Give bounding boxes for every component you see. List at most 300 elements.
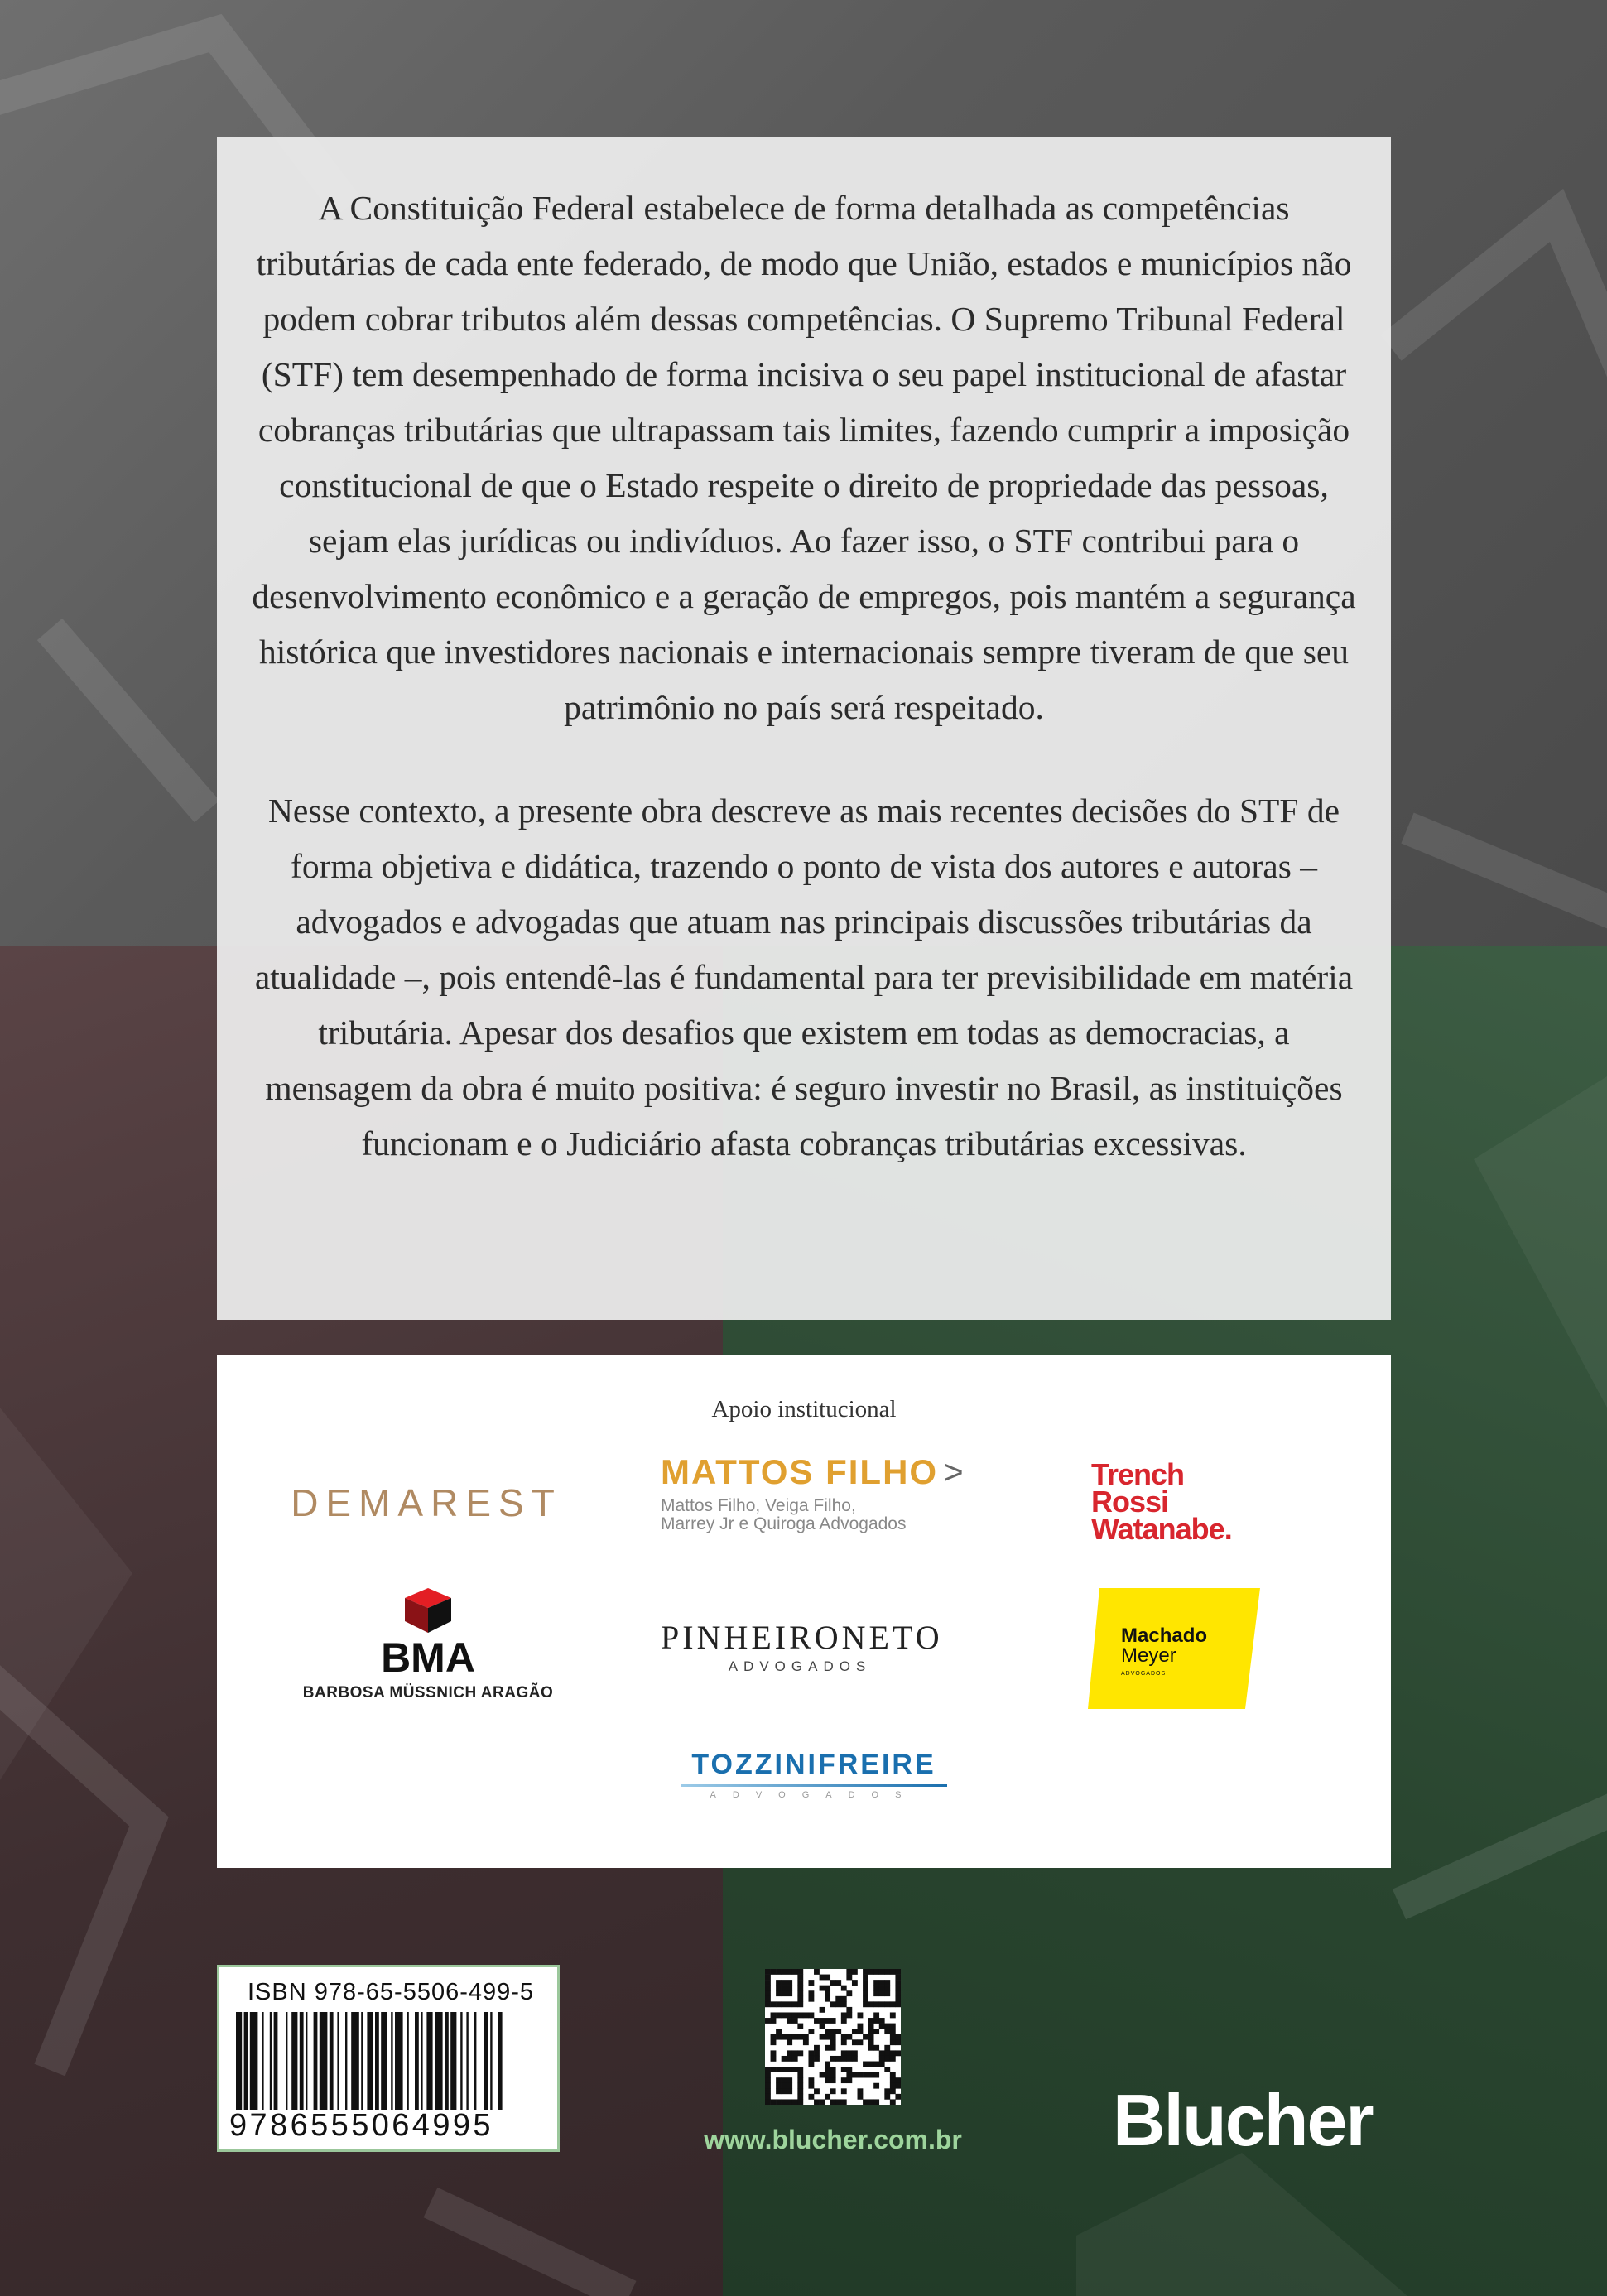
qr-module [825, 2062, 830, 2067]
qr-code [765, 1969, 901, 2105]
qr-finder-module [884, 1990, 890, 1996]
qr-module [830, 1980, 836, 1986]
barcode-bar [244, 2012, 248, 2110]
qr-module [863, 2072, 868, 2078]
qr-finder-module [776, 2088, 782, 2094]
barcode-bar [395, 2012, 403, 2110]
mattos-filho-subtitle [661, 1497, 992, 1533]
qr-module [841, 2034, 847, 2040]
qr-module [771, 2056, 777, 2062]
qr-module [895, 2039, 901, 2045]
qr-finder-module [797, 1980, 803, 1986]
qr-module [830, 2056, 836, 2062]
qr-module [825, 2094, 830, 2100]
qr-module [765, 2018, 771, 2024]
qr-finder-module [776, 1986, 782, 1991]
description-paragraph-1: A Constituição Federal estabelece de forma detalhada as competências tributárias de cada ente federado, de modo que União, estados e municípios não podem cobrar tributos além dessas competências. O Supremo Tribunal Federal (STF) tem desempenhado de forma incisiva o seu papel institucional de afastar cobranças tributárias que ultrapassam tais limites, fazendo cumprir a imposição constitucional de que o Estado respeite o direito de propriedade das pessoas, sejam elas jurídicas ou indivíduos. Ao fazer isso, o STF contribui para o desenvolvimento econômico e a geração de empregos, pois mantém a segurança histórica que investidores nacionais e internacionais sempre tiveram de que seu patrimônio no país será respeitado. [252, 189, 1356, 726]
qr-module [825, 1990, 830, 1996]
qr-module [846, 2056, 852, 2062]
barcode-bar [426, 2012, 432, 2110]
qr-module [787, 2050, 792, 2056]
qr-module [858, 2088, 864, 2094]
qr-module [820, 1986, 825, 1991]
qr-module [868, 2024, 874, 2029]
qr-module [890, 2072, 896, 2078]
qr-module [890, 2039, 896, 2045]
barcode-bar [320, 2012, 328, 2110]
trench-line-1: Trench [1091, 1457, 1185, 1491]
qr-finder-module [797, 1969, 803, 1975]
qr-module [868, 2029, 874, 2034]
qr-module [846, 2067, 852, 2072]
qr-module [830, 2034, 836, 2040]
qr-module [852, 2050, 858, 2056]
qr-finder-module [797, 2072, 803, 2078]
barcode-bar [291, 2012, 297, 2110]
qr-finder-module [782, 1980, 787, 1986]
qr-module [846, 1990, 852, 1996]
qr-module [820, 2024, 825, 2029]
qr-module [846, 2072, 852, 2078]
qr-finder-module [797, 2077, 803, 2083]
isbn-barcode [217, 1965, 560, 2152]
qr-module [835, 2029, 841, 2034]
qr-module [808, 2029, 814, 2034]
sponsors-title: Apoio institucional [711, 1396, 897, 1422]
pinheiro-neto-logo [661, 1618, 943, 1675]
qr-finder-module [797, 1990, 803, 1996]
barcode-bar [375, 2012, 379, 2110]
barcode-bar [367, 2012, 373, 2110]
qr-module [808, 1980, 814, 1986]
qr-module [787, 2034, 792, 2040]
qr-finder-module [782, 1969, 787, 1975]
qr-module [820, 2072, 825, 2078]
qr-module [841, 2050, 847, 2056]
qr-module [873, 2045, 879, 2051]
trench-line-3: Watanabe. [1091, 1512, 1232, 1546]
barcode-bar [484, 2012, 488, 2110]
qr-module [814, 2018, 820, 2024]
qr-finder-module [776, 2083, 782, 2089]
qr-finder-module [792, 1969, 798, 1975]
qr-module [841, 2088, 847, 2094]
qr-module [771, 2012, 777, 2018]
qr-module [825, 2072, 830, 2078]
qr-finder-module [797, 1996, 803, 2002]
qr-module [820, 2034, 825, 2040]
qr-module [863, 2034, 868, 2040]
qr-finder-module [765, 2072, 771, 2078]
qr-module [873, 2029, 879, 2034]
qr-module [771, 2034, 777, 2040]
qr-module [776, 2034, 782, 2040]
qr-finder-module [797, 1975, 803, 1981]
qr-module [873, 2099, 879, 2105]
qr-module [873, 2018, 879, 2024]
tozzini-freire-logo [677, 1749, 950, 1800]
qr-module [814, 2050, 820, 2056]
barcode-bar [381, 2012, 387, 2110]
qr-finder-module [776, 2001, 782, 2007]
qr-finder-module [765, 1980, 771, 1986]
qr-module [873, 2062, 879, 2067]
qr-finder-module [765, 2099, 771, 2105]
qr-module [808, 2077, 814, 2083]
qr-module [808, 2062, 814, 2067]
bma-name: BMA [381, 1634, 475, 1681]
qr-module [797, 2034, 803, 2040]
qr-module [895, 2050, 901, 2056]
machado-meyer-logo [1088, 1588, 1260, 1709]
qr-finder-module [863, 2001, 868, 2007]
qr-finder-module [771, 2099, 777, 2105]
qr-module [792, 2050, 798, 2056]
qr-finder-module [873, 2001, 879, 2007]
qr-module [808, 1996, 814, 2002]
barcode-bar [330, 2012, 334, 2110]
qr-finder-module [765, 2001, 771, 2007]
qr-module [825, 2067, 830, 2072]
machado-meyer-line-2: Meyer [1121, 1644, 1176, 1667]
qr-finder-module [873, 1986, 879, 1991]
barcode-bars [236, 2012, 541, 2110]
barcode-bar [337, 2012, 339, 2110]
qr-finder-module [771, 2067, 777, 2072]
qr-module [841, 2099, 847, 2105]
qr-module [830, 2029, 836, 2034]
qr-module [841, 2039, 847, 2045]
qr-finder-module [776, 1969, 782, 1975]
qr-finder-module [787, 2088, 792, 2094]
qr-module [884, 2029, 890, 2034]
qr-module [820, 2007, 825, 2013]
qr-finder-module [895, 1990, 901, 1996]
qr-module [841, 2056, 847, 2062]
barcode-bar [286, 2012, 287, 2110]
trench-rossi-watanabe-logo [1091, 1457, 1232, 1546]
qr-module [792, 2056, 798, 2062]
qr-finder-module [792, 2067, 798, 2072]
qr-module [792, 2012, 798, 2018]
qr-module [814, 2099, 820, 2105]
isbn-label: ISBN 978-65-5506-499-5 [248, 1979, 535, 2005]
qr-finder-module [787, 1986, 792, 1991]
qr-module [841, 2012, 847, 2018]
qr-module [797, 2012, 803, 2018]
qr-module [846, 2050, 852, 2056]
qr-module [841, 2067, 847, 2072]
qr-finder-module [782, 2067, 787, 2072]
qr-finder-module [879, 1986, 885, 1991]
qr-finder-module [890, 1969, 896, 1975]
qr-module [787, 2039, 792, 2045]
qr-finder-module [879, 1990, 885, 1996]
qr-module [890, 2099, 896, 2105]
qr-finder-module [787, 1969, 792, 1975]
qr-module [890, 2088, 896, 2094]
qr-module [814, 2088, 820, 2094]
qr-finder-module [879, 1969, 885, 1975]
qr-module [879, 2056, 885, 2062]
qr-finder-module [868, 1969, 874, 1975]
qr-module [873, 2072, 879, 2078]
qr-finder-module [895, 1975, 901, 1981]
qr-module [895, 2034, 901, 2040]
qr-finder-module [884, 1986, 890, 1991]
pinheiro-neto-name: PINHEIRONETO [661, 1619, 943, 1656]
mattos-filho-name-row [661, 1452, 992, 1492]
qr-finder-module [879, 2001, 885, 2007]
qr-finder-module [765, 2088, 771, 2094]
qr-finder-module [797, 2094, 803, 2100]
qr-module [830, 2099, 836, 2105]
barcode-bar [474, 2012, 476, 2110]
qr-finder-module [797, 2099, 803, 2105]
bma-cube-icon [403, 1588, 453, 1633]
barcode-bar [250, 2012, 258, 2110]
qr-module [776, 2012, 782, 2018]
qr-module [884, 2056, 890, 2062]
qr-finder-module [863, 1990, 868, 1996]
qr-module [846, 1969, 852, 1975]
qr-finder-module [771, 1969, 777, 1975]
barcode-bar [445, 2012, 449, 2110]
qr-module [835, 2056, 841, 2062]
qr-finder-module [765, 1969, 771, 1975]
barcode-bar [351, 2012, 359, 2110]
qr-finder-module [787, 2067, 792, 2072]
qr-module [782, 2056, 787, 2062]
qr-module [830, 2072, 836, 2078]
qr-module [890, 2024, 896, 2029]
qr-module [868, 2034, 874, 2040]
barcode-bar [274, 2012, 278, 2110]
qr-finder-module [895, 2001, 901, 2007]
qr-finder-module [863, 1975, 868, 1981]
qr-module [835, 2001, 841, 2007]
qr-finder-module [863, 1980, 868, 1986]
qr-finder-module [884, 1980, 890, 1986]
qr-module [890, 2012, 896, 2018]
qr-module [858, 2094, 864, 2100]
qr-module [825, 1996, 830, 2002]
qr-module [884, 2067, 890, 2072]
qr-module [895, 2094, 901, 2100]
qr-finder-module [797, 2067, 803, 2072]
qr-finder-module [792, 2001, 798, 2007]
qr-finder-module [895, 1996, 901, 2002]
qr-module [884, 2045, 890, 2051]
qr-module [890, 2050, 896, 2056]
qr-module [808, 2083, 814, 2089]
mattos-filho-subtitle-line-2: Marrey Jr e Quiroga Advogados [661, 1514, 907, 1533]
qr-module [863, 2099, 868, 2105]
barcode-bar [270, 2012, 272, 2110]
qr-module [890, 2056, 896, 2062]
qr-module [879, 2024, 885, 2029]
qr-module [868, 2099, 874, 2105]
qr-module [825, 2077, 830, 2083]
qr-finder-module [782, 2001, 787, 2007]
qr-finder-module [863, 1969, 868, 1975]
qr-module [868, 2062, 874, 2067]
barcode-bar [490, 2012, 492, 2110]
mattos-filho-logo [661, 1452, 992, 1533]
qr-finder-module [863, 1986, 868, 1991]
qr-module [884, 2088, 890, 2094]
qr-finder-module [797, 2001, 803, 2007]
qr-module [830, 2001, 836, 2007]
qr-module [890, 2034, 896, 2040]
qr-module [797, 2050, 803, 2056]
qr-finder-module [863, 1996, 868, 2002]
qr-module [808, 1990, 814, 1996]
qr-module [873, 2083, 879, 2089]
qr-module [830, 2045, 836, 2051]
website-link[interactable]: www.blucher.com.br [704, 2125, 962, 2154]
qr-module [895, 2083, 901, 2089]
qr-module [858, 2039, 864, 2045]
barcode-bar [466, 2012, 468, 2110]
qr-module [863, 2062, 868, 2067]
barcode-bar [498, 2012, 503, 2110]
trench-line-2: Rossi [1091, 1485, 1169, 1519]
description-panel [217, 137, 1391, 1320]
qr-finder-module [797, 1986, 803, 1991]
qr-code-image [765, 1969, 901, 2105]
qr-finder-module [787, 2099, 792, 2105]
qr-finder-module [787, 1980, 792, 1986]
qr-finder-module [765, 1996, 771, 2002]
qr-module [787, 2018, 792, 2024]
machado-meyer-name [1121, 1626, 1207, 1666]
qr-finder-module [879, 1980, 885, 1986]
qr-module [830, 2067, 836, 2072]
barcode-bar [407, 2012, 408, 2110]
qr-finder-module [787, 2083, 792, 2089]
qr-module [868, 2045, 874, 2051]
qr-module [841, 2077, 847, 2083]
qr-module [841, 1996, 847, 2002]
qr-module [825, 1986, 830, 1991]
qr-finder-module [771, 2001, 777, 2007]
qr-module [858, 2029, 864, 2034]
qr-finder-module [776, 1990, 782, 1996]
mattos-filho-name: MATTOS FILHO [661, 1452, 939, 1491]
qr-module [820, 2099, 825, 2105]
qr-module [884, 2094, 890, 2100]
mattos-filho-subtitle-line-1: Mattos Filho, Veiga Filho, [661, 1496, 856, 1515]
qr-finder-module [765, 2094, 771, 2100]
tozzini-freire-name: TOZZINIFREIRE [691, 1749, 936, 1780]
qr-finder-module [782, 1986, 787, 1991]
qr-module [787, 2012, 792, 2018]
tozzini-freire-underline [681, 1784, 947, 1787]
qr-module [830, 2039, 836, 2045]
qr-finder-module [895, 1986, 901, 1991]
qr-module [803, 2012, 809, 2018]
qr-module [846, 2007, 852, 2013]
barcode-bar [300, 2012, 304, 2110]
description-paragraph-2: Nesse contexto, a presente obra descreve as mais recentes decisões do STF de forma objetiva e didática, trazendo o ponto de vista dos autores e autoras – advogados e advogadas que atuam nas principais discussões tributárias da atualidade –, pois entendê-las é fundamental para ter previsibilidade em matéria tributária. Apesar dos desafios que existem em todas as democracias, a mensagem da obra é muito positiva: é seguro investir no Brasil, as instituições funcionam e o Judiciário afasta cobranças tributárias excessivas. [254, 792, 1354, 1162]
tozzini-freire-subtitle: ADVOGADOS [710, 1790, 918, 1800]
qr-finder-module [895, 1980, 901, 1986]
qr-finder-module [797, 2088, 803, 2094]
sponsors-panel [217, 1355, 1391, 1868]
qr-finder-module [765, 2077, 771, 2083]
qr-module [825, 2029, 830, 2034]
qr-module [879, 2050, 885, 2056]
qr-module [868, 2072, 874, 2078]
qr-finder-module [782, 2099, 787, 2105]
qr-module [787, 2056, 792, 2062]
qr-module [782, 2034, 787, 2040]
qr-module [792, 2034, 798, 2040]
qr-module [868, 2018, 874, 2024]
publisher-logo: Blucher [1113, 2079, 1373, 2161]
qr-module [846, 1975, 852, 1981]
qr-module [771, 2018, 777, 2024]
qr-module [890, 2077, 896, 2083]
qr-module [835, 1980, 841, 1986]
qr-module [852, 2029, 858, 2034]
qr-module [884, 2024, 890, 2029]
qr-module [846, 2012, 852, 2018]
qr-module [792, 2018, 798, 2024]
machado-meyer-subtitle: ADVOGADOS [1121, 1671, 1167, 1677]
qr-module [852, 1980, 858, 1986]
qr-module [830, 2088, 836, 2094]
qr-module [879, 2062, 885, 2067]
qr-module [884, 2050, 890, 2056]
qr-finder-module [868, 2001, 874, 2007]
qr-module [879, 2018, 885, 2024]
barcode-bar [306, 2012, 307, 2110]
qr-finder-module [792, 2099, 798, 2105]
qr-finder-module [765, 2067, 771, 2072]
qr-module [841, 1986, 847, 1991]
qr-finder-module [884, 2001, 890, 2007]
qr-module [825, 2018, 830, 2024]
qr-module [841, 2018, 847, 2024]
bma-subtitle: BARBOSA MÜSSNICH ARAGÃO [302, 1684, 554, 1702]
qr-module [776, 2029, 782, 2034]
qr-module [803, 2034, 809, 2040]
qr-finder-module [873, 1980, 879, 1986]
barcode-bar [345, 2012, 347, 2110]
chevron-right-icon: > [943, 1452, 965, 1491]
qr-module [846, 2077, 852, 2083]
qr-module [825, 1975, 830, 1981]
qr-module [814, 2056, 820, 2062]
qr-module [852, 2056, 858, 2062]
barcode-bar [421, 2012, 422, 2110]
qr-finder-module [890, 2001, 896, 2007]
qr-finder-module [873, 1969, 879, 1975]
qr-finder-module [782, 2083, 787, 2089]
qr-finder-module [884, 1969, 890, 1975]
qr-module [808, 2012, 814, 2018]
qr-module [835, 1996, 841, 2002]
qr-module [852, 2072, 858, 2078]
qr-module [830, 2018, 836, 2024]
qr-module [858, 2012, 864, 2018]
qr-finder-module [765, 1990, 771, 1996]
qr-finder-module [873, 1990, 879, 1996]
bma-logo [300, 1588, 556, 1702]
qr-module [895, 2077, 901, 2083]
